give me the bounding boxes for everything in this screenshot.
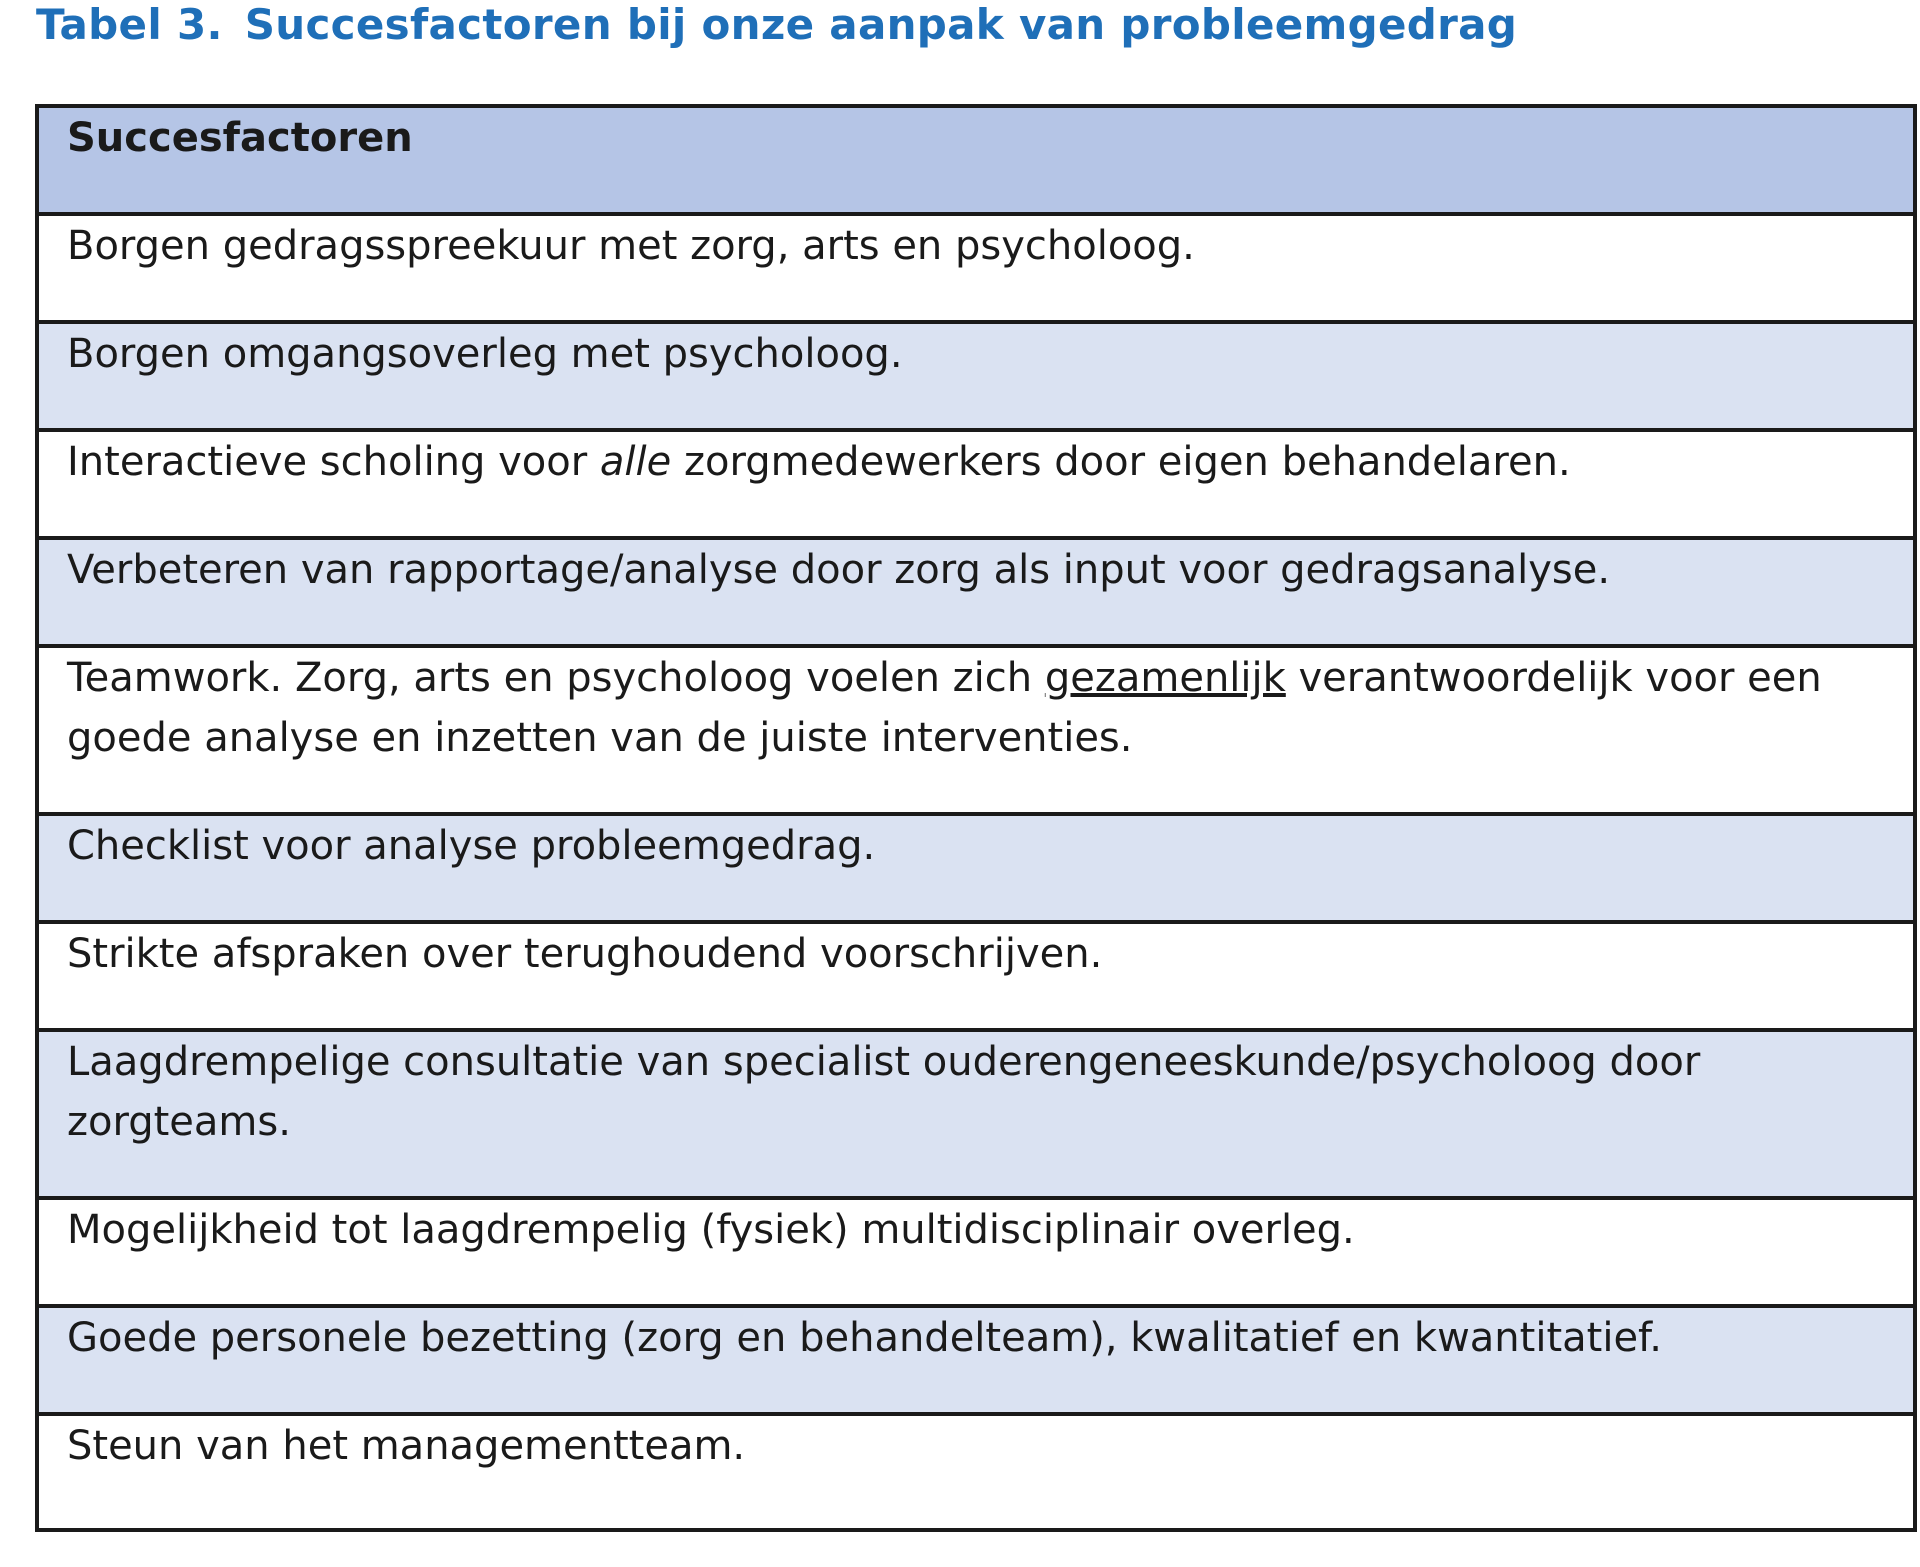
table-cell: Laagdrempelige consultatie van specialist ouderengeneeskunde/psycholoog door zorgteams. — [37, 1030, 1915, 1198]
success-factors-table — [35, 104, 1917, 1532]
table-row — [37, 1414, 1915, 1530]
table-cell: Borgen gedragsspreekuur met zorg, arts en psycholoog. — [37, 214, 1915, 322]
table-number: Tabel 3. — [36, 0, 223, 49]
table-header-row — [37, 106, 1915, 214]
cell-text-after: verantwoordelijk voor een goede analyse en inzetten van de juiste interventies. — [67, 655, 1822, 761]
table-cell: Strikte afspraken over terughoudend voorschrijven. — [37, 922, 1915, 1030]
table-cell: Checklist voor analyse probleemgedrag. — [37, 814, 1915, 922]
table-row — [37, 814, 1915, 922]
table-cell: Borgen omgangsoverleg met psycholoog. — [37, 322, 1915, 430]
column-header-succesfactoren: Succesfactoren — [37, 106, 1915, 214]
cell-text-before: Interactieve scholing voor — [67, 439, 600, 485]
table-row — [37, 430, 1915, 538]
table-row — [37, 1030, 1915, 1198]
table-caption: Succesfactoren bij onze aanpak van probleemgedrag — [244, 0, 1518, 49]
table-cell: Verbeteren van rapportage/analyse door zorg als input voor gedragsanalyse. — [37, 538, 1915, 646]
table-row — [37, 538, 1915, 646]
document-title — [36, 0, 1517, 50]
table-row — [37, 214, 1915, 322]
table-row — [37, 322, 1915, 430]
table-cell — [37, 646, 1915, 814]
table-row — [37, 922, 1915, 1030]
cell-text-before: Teamwork. Zorg, arts en psycholoog voelen zich — [67, 655, 1045, 701]
emphasis-italic: alle — [599, 439, 672, 485]
table-cell — [37, 430, 1915, 538]
table-row — [37, 646, 1915, 814]
emphasis-underline: gezamenlijk — [1044, 655, 1286, 701]
table-cell: Mogelijkheid tot laagdrempelig (fysiek) multidisciplinair overleg. — [37, 1198, 1915, 1306]
table-cell: Goede personele bezetting (zorg en behandelteam), kwalitatief en kwantitatief. — [37, 1306, 1915, 1414]
table-row — [37, 1306, 1915, 1414]
table-cell: Steun van het managementteam. — [37, 1414, 1915, 1530]
cell-text-after: zorgmedewerkers door eigen behandelaren. — [671, 439, 1571, 485]
table-row — [37, 1198, 1915, 1306]
